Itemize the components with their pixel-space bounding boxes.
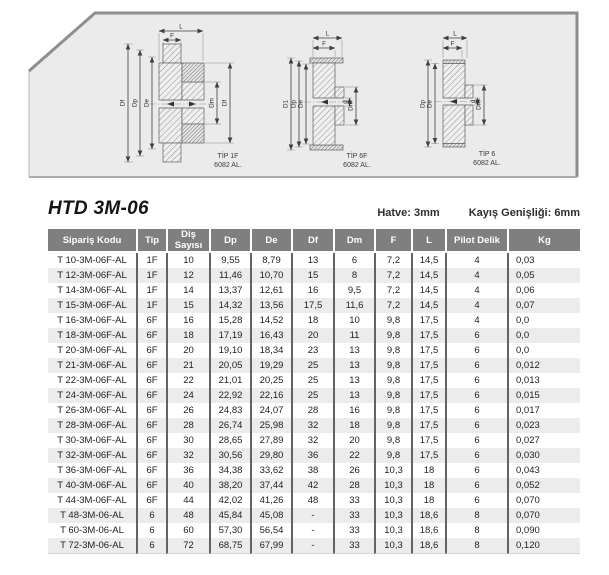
cell: 10,3 xyxy=(374,523,411,538)
cell: 17,5 xyxy=(411,418,445,433)
table-row xyxy=(48,313,580,328)
cell: 4 xyxy=(445,298,507,313)
cell: 22,16 xyxy=(250,388,291,403)
col-header-kg: Kg xyxy=(507,229,580,253)
cell: 60 xyxy=(166,523,209,538)
cell: T 15-3M-06F-AL xyxy=(48,298,136,313)
cell: 9,8 xyxy=(374,448,411,463)
cell: 13 xyxy=(291,253,333,268)
cell: 25,98 xyxy=(250,418,291,433)
page-title: HTD 3M-06 xyxy=(48,198,149,219)
table-row xyxy=(48,358,580,373)
table-row xyxy=(48,418,580,433)
cell: 0,120 xyxy=(507,538,580,554)
cell: 24,07 xyxy=(250,403,291,418)
cell: 4 xyxy=(445,268,507,283)
cell: 6 xyxy=(445,328,507,343)
cell: 48 xyxy=(166,508,209,523)
cell: 6 xyxy=(445,463,507,478)
cell: 15 xyxy=(166,298,209,313)
cell: 20,25 xyxy=(250,373,291,388)
cell: 10,3 xyxy=(374,508,411,523)
cell: 6 xyxy=(136,523,166,538)
cell: T 72-3M-06-AL xyxy=(48,538,136,554)
cell: 0,06 xyxy=(507,283,580,298)
cell: 38,20 xyxy=(209,478,250,493)
cell: 1F xyxy=(136,283,166,298)
table-header-row xyxy=(48,229,580,253)
cell: T 60-3M-06-AL xyxy=(48,523,136,538)
cell: 0,015 xyxy=(507,388,580,403)
cell: 6F xyxy=(136,403,166,418)
table-row xyxy=(48,463,580,478)
col-header-pilot-delik: Pilot Delik xyxy=(445,229,507,253)
cell: 10,3 xyxy=(374,463,411,478)
cell: 36 xyxy=(291,448,333,463)
cell: 6 xyxy=(445,478,507,493)
cell: 6 xyxy=(445,358,507,373)
cell: 10,3 xyxy=(374,493,411,508)
cell: 6F xyxy=(136,493,166,508)
drawing-caption: TİP 6 xyxy=(478,151,496,158)
cell: 29,80 xyxy=(250,448,291,463)
col-header-siparis-kodu: Sipariş Kodu xyxy=(48,229,136,253)
cell: 14,5 xyxy=(411,268,445,283)
drawing-material: 6082 AL. xyxy=(214,162,242,169)
cell: 6 xyxy=(445,373,507,388)
cell: 9,55 xyxy=(209,253,250,268)
dim-label-d: d xyxy=(342,100,349,104)
cell: 18 xyxy=(411,463,445,478)
table-row xyxy=(48,493,580,508)
cell: 0,070 xyxy=(507,493,580,508)
cell: 15 xyxy=(291,268,333,283)
cell: 9,8 xyxy=(374,328,411,343)
cell: 30,56 xyxy=(209,448,250,463)
cell: 16,43 xyxy=(250,328,291,343)
cell: 6 xyxy=(445,343,507,358)
cell: 15,28 xyxy=(209,313,250,328)
table-row xyxy=(48,328,580,343)
cell: 10 xyxy=(166,253,209,268)
table-row xyxy=(48,538,580,554)
dim-label-l: L xyxy=(179,23,183,31)
dim-label-dm: Dm xyxy=(347,101,355,111)
cell: 6F xyxy=(136,313,166,328)
cell: 10,3 xyxy=(374,538,411,554)
cell: T 48-3M-06-AL xyxy=(48,508,136,523)
cell: 22 xyxy=(166,373,209,388)
dim-label-df-right: Df xyxy=(221,99,229,107)
cell: T 24-3M-06F-AL xyxy=(48,388,136,403)
col-header-l: L xyxy=(411,229,445,253)
table-row xyxy=(48,373,580,388)
cell: 1F xyxy=(136,253,166,268)
cell: 24 xyxy=(166,388,209,403)
cell: 27,89 xyxy=(250,433,291,448)
cell: 18,6 xyxy=(411,523,445,538)
cell: T 21-3M-06F-AL xyxy=(48,358,136,373)
cell: 8 xyxy=(445,508,507,523)
cell: - xyxy=(291,523,333,538)
cell: 6 xyxy=(445,448,507,463)
cell: 6 xyxy=(445,403,507,418)
cell: 19,29 xyxy=(250,358,291,373)
cell: 17,5 xyxy=(291,298,333,313)
drawing-material: 6082 AL. xyxy=(473,160,501,167)
col-header-df: Df xyxy=(291,229,333,253)
cell: 30 xyxy=(166,433,209,448)
cell: 8 xyxy=(445,523,507,538)
cell: 19,10 xyxy=(209,343,250,358)
cell: 17,5 xyxy=(411,358,445,373)
cell: 0,05 xyxy=(507,268,580,283)
cell: 18,6 xyxy=(411,538,445,554)
cell: 7,2 xyxy=(374,283,411,298)
cell: 56,54 xyxy=(250,523,291,538)
cell: 17,5 xyxy=(411,403,445,418)
cell: 6F xyxy=(136,388,166,403)
cell: 67,99 xyxy=(250,538,291,554)
cell: T 28-3M-06F-AL xyxy=(48,418,136,433)
cell: 26 xyxy=(166,403,209,418)
table-row xyxy=(48,523,580,538)
belt-width-spec: Kayış Genişliği: 6mm xyxy=(468,207,580,219)
cell: 17,5 xyxy=(411,448,445,463)
cell: T 32-3M-06F-AL xyxy=(48,448,136,463)
cell: 17,5 xyxy=(411,388,445,403)
cell: 13 xyxy=(333,343,374,358)
cell: 4 xyxy=(445,283,507,298)
spec-labels xyxy=(377,207,580,220)
table-row xyxy=(48,403,580,418)
cell: 11,46 xyxy=(209,268,250,283)
cell: 10 xyxy=(333,313,374,328)
cell: 7,2 xyxy=(374,298,411,313)
cell: 14,5 xyxy=(411,253,445,268)
cell: 13,56 xyxy=(250,298,291,313)
cell: 24,83 xyxy=(209,403,250,418)
cell: 18 xyxy=(166,328,209,343)
cell: 0,0 xyxy=(507,343,580,358)
drawing-material: 6082 AL. xyxy=(343,162,371,169)
col-header-f: F xyxy=(374,229,411,253)
cell: 6 xyxy=(445,433,507,448)
cell: 10,3 xyxy=(374,478,411,493)
cell: 0,0 xyxy=(507,313,580,328)
cell: 57,30 xyxy=(209,523,250,538)
cell: 11 xyxy=(333,328,374,343)
table-row xyxy=(48,478,580,493)
cell: 6 xyxy=(333,253,374,268)
cell: 26,74 xyxy=(209,418,250,433)
table-row xyxy=(48,268,580,283)
cell: 22 xyxy=(333,448,374,463)
dim-label-df: Df xyxy=(119,99,127,107)
cell: 17,5 xyxy=(411,373,445,388)
cell: 42 xyxy=(291,478,333,493)
cell: 34,38 xyxy=(209,463,250,478)
cell: 28 xyxy=(166,418,209,433)
cell: 14,52 xyxy=(250,313,291,328)
cell: 9,8 xyxy=(374,313,411,328)
cell: 9,8 xyxy=(374,433,411,448)
cell: 6F xyxy=(136,358,166,373)
dim-label-l: L xyxy=(453,30,457,38)
cell: 32 xyxy=(291,418,333,433)
cell: 25 xyxy=(291,373,333,388)
cell: 13 xyxy=(333,373,374,388)
cell: 0,052 xyxy=(507,478,580,493)
cell: 45,08 xyxy=(250,508,291,523)
cell: 9,8 xyxy=(374,388,411,403)
dim-label-l: L xyxy=(325,30,330,38)
cell: 6F xyxy=(136,463,166,478)
cell: 6F xyxy=(136,343,166,358)
cell: 44 xyxy=(166,493,209,508)
cell: 28,65 xyxy=(209,433,250,448)
cell: 21,01 xyxy=(209,373,250,388)
cell: T 40-3M-06F-AL xyxy=(48,478,136,493)
cell: T 30-3M-06F-AL xyxy=(48,433,136,448)
cell: 72 xyxy=(166,538,209,554)
cell: 41,26 xyxy=(250,493,291,508)
cell: 0,0 xyxy=(507,328,580,343)
cell: 6F xyxy=(136,433,166,448)
dim-label-de: De xyxy=(297,99,305,109)
cell: 10,70 xyxy=(250,268,291,283)
cell: T 20-3M-06F-AL xyxy=(48,343,136,358)
dim-label-dm: Dm xyxy=(475,100,483,110)
cell: 8,79 xyxy=(250,253,291,268)
cell: 12,61 xyxy=(250,283,291,298)
cell: 17,5 xyxy=(411,343,445,358)
dim-label-f: F xyxy=(450,40,455,48)
table-row xyxy=(48,253,580,268)
cell: 1F xyxy=(136,268,166,283)
cell: 6 xyxy=(136,508,166,523)
cell: 14,32 xyxy=(209,298,250,313)
technical-drawings-banner xyxy=(0,0,609,188)
cell: 13 xyxy=(333,358,374,373)
pulley-spec-table xyxy=(48,229,580,554)
cell: 0,070 xyxy=(507,508,580,523)
cell: 9,8 xyxy=(374,403,411,418)
cell: 17,5 xyxy=(411,313,445,328)
cell: T 18-3M-06F-AL xyxy=(48,328,136,343)
cell: 9,8 xyxy=(374,343,411,358)
table-row xyxy=(48,448,580,463)
table-row xyxy=(48,283,580,298)
cell: 0,090 xyxy=(507,523,580,538)
table-row xyxy=(48,508,580,523)
cell: 40 xyxy=(166,478,209,493)
cell: 20 xyxy=(333,433,374,448)
cell: 33 xyxy=(333,508,374,523)
cell: T 16-3M-06F-AL xyxy=(48,313,136,328)
dim-label-f: F xyxy=(170,32,174,40)
cell: 16 xyxy=(333,403,374,418)
cell: 0,07 xyxy=(507,298,580,313)
col-header-dm: Dm xyxy=(333,229,374,253)
cell: 32 xyxy=(166,448,209,463)
cell: 6 xyxy=(136,538,166,554)
cell: 0,043 xyxy=(507,463,580,478)
cell: 6F xyxy=(136,478,166,493)
cell: 38 xyxy=(291,463,333,478)
col-header-dis-sayisi: Diş Sayısı xyxy=(166,229,209,253)
cell: 18 xyxy=(333,418,374,433)
cell: 1F xyxy=(136,298,166,313)
cell: T 26-3M-06F-AL xyxy=(48,403,136,418)
cell: 0,023 xyxy=(507,418,580,433)
title-row xyxy=(48,188,580,225)
cell: 6F xyxy=(136,328,166,343)
cell: 18,34 xyxy=(250,343,291,358)
drawing-caption: TİP 1F xyxy=(217,153,239,160)
cell: 20,05 xyxy=(209,358,250,373)
cell: 11,6 xyxy=(333,298,374,313)
col-header-dp: Dp xyxy=(209,229,250,253)
dim-label-dp: Dp xyxy=(290,99,298,109)
cell: 28 xyxy=(291,403,333,418)
cell: 12 xyxy=(166,268,209,283)
cell: 6F xyxy=(136,418,166,433)
cell: 21 xyxy=(166,358,209,373)
cell: 17,5 xyxy=(411,328,445,343)
cell: 6F xyxy=(136,373,166,388)
dim-label-d1: D1 xyxy=(282,99,290,109)
cell: 6 xyxy=(445,493,507,508)
cell: T 12-3M-06F-AL xyxy=(48,268,136,283)
cell: 17,5 xyxy=(411,433,445,448)
cell: 8 xyxy=(333,268,374,283)
dim-label-dp: Dp xyxy=(419,99,427,109)
cell: 33 xyxy=(333,538,374,554)
cell: 28 xyxy=(333,478,374,493)
table-row xyxy=(48,343,580,358)
cell: 13 xyxy=(333,388,374,403)
dim-label-dp: Dp xyxy=(131,98,139,108)
cell: 18 xyxy=(411,478,445,493)
cell: - xyxy=(291,538,333,554)
cell: 0,013 xyxy=(507,373,580,388)
cell: 4 xyxy=(445,313,507,328)
cell: T 14-3M-06F-AL xyxy=(48,283,136,298)
dim-label-f: F xyxy=(322,40,326,48)
cell: 20 xyxy=(166,343,209,358)
cell: 33,62 xyxy=(250,463,291,478)
cell: 18 xyxy=(291,313,333,328)
cell: 9,5 xyxy=(333,283,374,298)
cell: 0,027 xyxy=(507,433,580,448)
cell: 4 xyxy=(445,253,507,268)
cell: 33 xyxy=(333,493,374,508)
cell: 18 xyxy=(411,493,445,508)
drawing-caption: TİP 6F xyxy=(346,153,368,160)
dim-label-de: De xyxy=(426,99,434,109)
cell: 16 xyxy=(166,313,209,328)
table-row xyxy=(48,298,580,313)
cell: T 10-3M-06F-AL xyxy=(48,253,136,268)
catalog-content xyxy=(48,188,580,554)
cell: 26 xyxy=(333,463,374,478)
col-header-de: De xyxy=(250,229,291,253)
cell: T 36-3M-06F-AL xyxy=(48,463,136,478)
cell: 6F xyxy=(136,448,166,463)
cell: 37,44 xyxy=(250,478,291,493)
cell: 6 xyxy=(445,388,507,403)
col-header-tip: Tip xyxy=(136,229,166,253)
cell: 13,37 xyxy=(209,283,250,298)
cell: 17,19 xyxy=(209,328,250,343)
cell: 23 xyxy=(291,343,333,358)
cell: 7,2 xyxy=(374,253,411,268)
cell: 0,03 xyxy=(507,253,580,268)
cell: 9,8 xyxy=(374,418,411,433)
cell: 7,2 xyxy=(374,268,411,283)
cell: T 22-3M-06F-AL xyxy=(48,373,136,388)
cell: 45,84 xyxy=(209,508,250,523)
cell: 22,92 xyxy=(209,388,250,403)
cell: 32 xyxy=(291,433,333,448)
table-body xyxy=(48,253,580,554)
cell: 68,75 xyxy=(209,538,250,554)
cell: 0,012 xyxy=(507,358,580,373)
table-row xyxy=(48,388,580,403)
cell: 42,02 xyxy=(209,493,250,508)
table-row xyxy=(48,433,580,448)
cell: 14 xyxy=(166,283,209,298)
pitch-spec: Hatve: 3mm xyxy=(377,207,440,219)
cell: 48 xyxy=(291,493,333,508)
cell: 18,6 xyxy=(411,508,445,523)
cell: 8 xyxy=(445,538,507,554)
dim-label-d: d xyxy=(470,99,477,104)
cell: 16 xyxy=(291,283,333,298)
cell: 14,5 xyxy=(411,283,445,298)
cell: 25 xyxy=(291,388,333,403)
dim-label-dm: Dm xyxy=(208,98,216,108)
dim-label-de: De xyxy=(143,98,151,108)
cell: T 44-3M-06F-AL xyxy=(48,493,136,508)
cell: 33 xyxy=(333,523,374,538)
cell: 36 xyxy=(166,463,209,478)
cell: 25 xyxy=(291,358,333,373)
cell: 6 xyxy=(445,418,507,433)
cell: 0,017 xyxy=(507,403,580,418)
cell: 9,8 xyxy=(374,373,411,388)
cell: 0,030 xyxy=(507,448,580,463)
cell: - xyxy=(291,508,333,523)
cell: 14,5 xyxy=(411,298,445,313)
cell: 9,8 xyxy=(374,358,411,373)
cell: 20 xyxy=(291,328,333,343)
